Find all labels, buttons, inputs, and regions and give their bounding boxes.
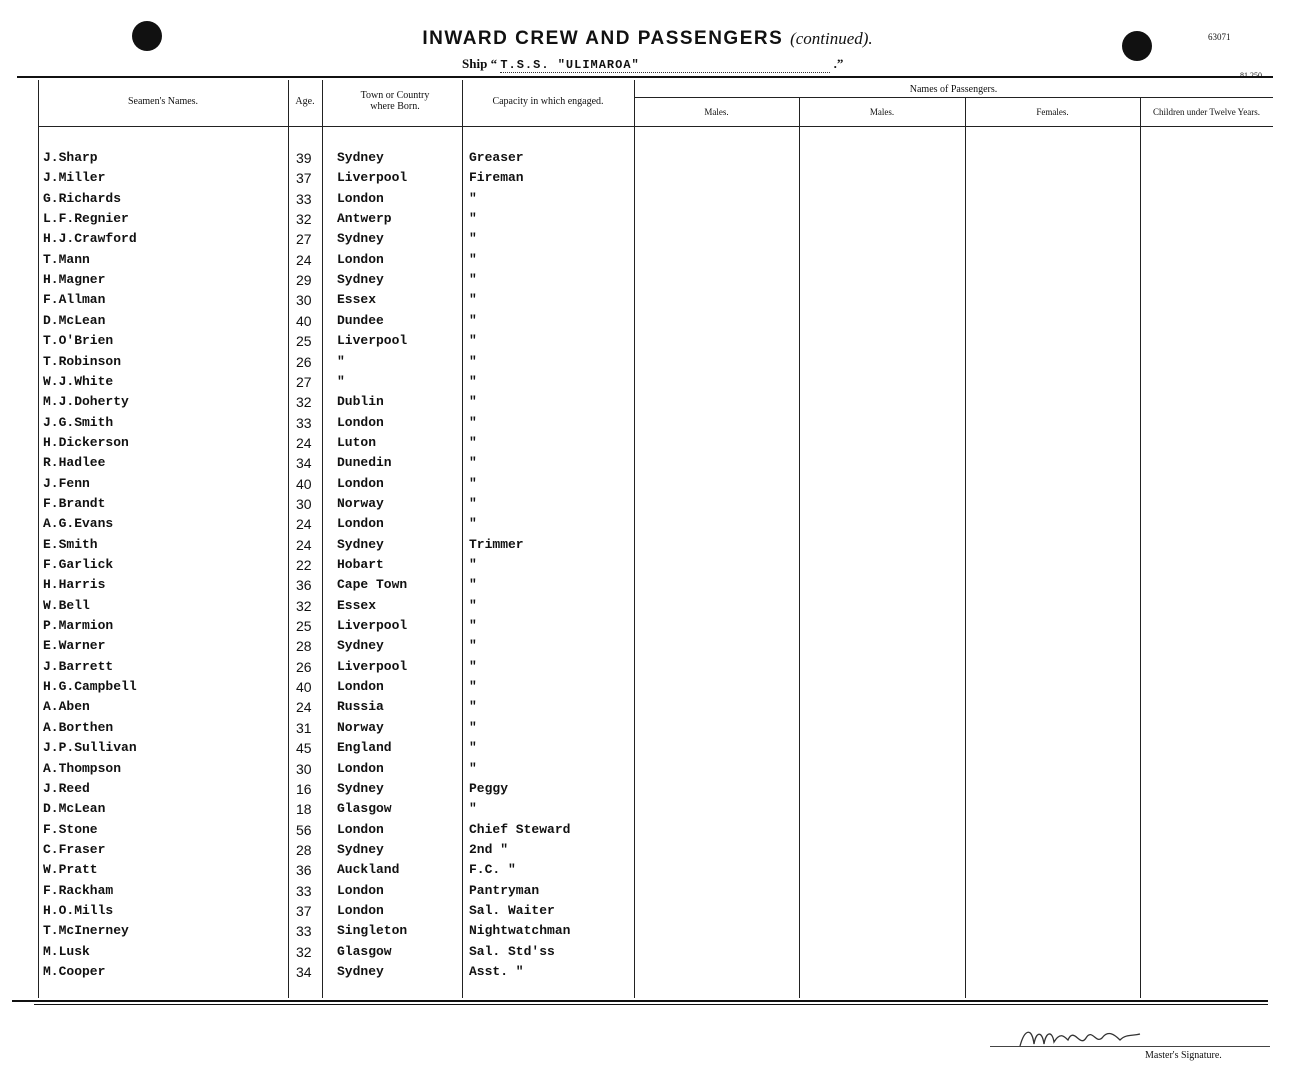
crew-name: D.McLean <box>43 801 106 817</box>
crew-row <box>0 720 1295 740</box>
crew-name: J.Reed <box>43 780 90 796</box>
signature-label: Master's Signature. <box>1145 1050 1222 1061</box>
crew-capacity: " <box>469 312 477 328</box>
crew-capacity: Trimmer <box>469 536 524 552</box>
crew-name: H.G.Campbell <box>43 679 137 695</box>
crew-age: 26 <box>296 658 312 675</box>
crew-town: London <box>337 821 384 837</box>
crew-age: 22 <box>296 557 312 573</box>
crew-name: E.Warner <box>43 638 106 654</box>
crew-capacity: " <box>469 373 477 389</box>
crew-name: A.Borthen <box>43 719 114 735</box>
crew-town: London <box>337 414 384 430</box>
crew-name: M.J.Doherty <box>43 394 129 410</box>
crew-capacity: Greaser <box>469 150 524 165</box>
crew-row <box>0 944 1295 964</box>
crew-row <box>0 252 1295 272</box>
crew-capacity: Fireman <box>469 170 524 186</box>
master-signature-image <box>990 1022 1150 1052</box>
crew-name: H.Magner <box>43 272 106 288</box>
crew-row <box>0 191 1295 211</box>
crew-name: C.Fraser <box>43 841 106 857</box>
crew-capacity: " <box>469 719 477 735</box>
crew-row <box>0 801 1295 821</box>
crew-capacity: Sal. Std'ss <box>469 943 555 959</box>
crew-capacity: Sal. Waiter <box>469 902 555 918</box>
crew-name: T.McInerney <box>43 923 129 939</box>
crew-name: L.F.Regnier <box>43 211 129 227</box>
crew-capacity: " <box>469 801 477 817</box>
crew-age: 26 <box>296 353 312 370</box>
header-names: Seamen's Names. <box>127 96 199 107</box>
crew-age: 56 <box>296 821 312 838</box>
crew-row <box>0 374 1295 394</box>
header-females: Females. <box>1036 107 1069 117</box>
crew-age: 30 <box>296 760 312 777</box>
crew-age: 33 <box>296 414 312 431</box>
crew-capacity: " <box>469 455 477 471</box>
ship-label: Ship <box>462 56 488 71</box>
crew-age: 36 <box>296 577 312 594</box>
crew-age: 45 <box>296 740 312 757</box>
crew-capacity: Peggy <box>469 780 509 796</box>
crew-capacity: " <box>469 740 477 756</box>
crew-name: F.Allman <box>43 292 106 308</box>
crew-name: J.Fenn <box>43 475 90 491</box>
header-bottom-rule <box>38 126 1273 127</box>
ship-open-quote: “ <box>490 56 498 71</box>
crew-age: 25 <box>296 618 312 635</box>
ship-close-quote: .” <box>833 56 844 71</box>
crew-capacity: Nightwatchman <box>469 923 571 939</box>
crew-capacity: " <box>469 577 477 593</box>
crew-age: 24 <box>296 536 312 553</box>
crew-town: Antwerp <box>337 211 392 227</box>
crew-age: 28 <box>296 841 312 858</box>
crew-name: A.Thompson <box>43 760 122 776</box>
crew-row <box>0 903 1295 923</box>
crew-town: London <box>337 679 384 695</box>
crew-row <box>0 699 1295 719</box>
crew-age: 33 <box>296 190 312 207</box>
crew-capacity: " <box>469 638 477 654</box>
crew-town: " <box>337 373 345 389</box>
crew-town: London <box>337 251 384 267</box>
crew-name: A.Aben <box>43 699 90 715</box>
crew-row <box>0 435 1295 455</box>
crew-age: 25 <box>296 333 312 350</box>
crew-capacity: 2nd " <box>469 841 509 857</box>
crew-row <box>0 211 1295 231</box>
crew-age: 29 <box>296 272 312 289</box>
crew-name: H.Dickerson <box>43 434 129 450</box>
crew-row <box>0 598 1295 618</box>
crew-age: 37 <box>296 170 312 187</box>
crew-town: Dundee <box>337 312 384 328</box>
crew-capacity: " <box>469 495 477 511</box>
crew-capacity: Asst. " <box>469 964 524 979</box>
crew-age: 30 <box>296 292 312 309</box>
crew-town: Sydney <box>337 638 384 654</box>
crew-age: 16 <box>296 780 312 797</box>
crew-age: 40 <box>296 475 312 492</box>
crew-town: Essex <box>337 597 377 613</box>
crew-town: Sydney <box>337 150 384 165</box>
crew-capacity: " <box>469 516 477 532</box>
crew-name: P.Marmion <box>43 618 114 634</box>
crew-age: 32 <box>296 211 312 228</box>
crew-name: F.Garlick <box>43 557 114 572</box>
header-passengers: Names of Passengers. <box>909 84 998 95</box>
crew-name: J.P.Sullivan <box>43 740 137 756</box>
crew-name: T.Mann <box>43 251 90 267</box>
crew-row <box>0 354 1295 374</box>
crew-town: Sydney <box>337 231 384 247</box>
crew-age: 33 <box>296 882 312 899</box>
crew-row <box>0 964 1295 984</box>
crew-row <box>0 333 1295 353</box>
crew-town: Liverpool <box>337 170 408 186</box>
crew-capacity: " <box>469 292 477 308</box>
crew-name: A.G.Evans <box>43 516 114 532</box>
crew-capacity: " <box>469 618 477 634</box>
crew-row <box>0 313 1295 333</box>
crew-row <box>0 272 1295 292</box>
crew-row <box>0 761 1295 781</box>
crew-age: 24 <box>296 699 312 716</box>
form-number: 63071 <box>1208 32 1231 42</box>
crew-row <box>0 415 1295 435</box>
crew-town: Liverpool <box>337 658 408 674</box>
crew-row <box>0 292 1295 312</box>
crew-town: Glasgow <box>337 943 392 959</box>
crew-age: 37 <box>296 902 312 919</box>
crew-capacity: " <box>469 211 477 227</box>
crew-name: J.Barrett <box>43 658 114 674</box>
crew-row <box>0 537 1295 557</box>
crew-capacity: F.C. " <box>469 862 516 878</box>
crew-capacity: " <box>469 333 477 349</box>
header-males-1: Males. <box>704 107 729 117</box>
crew-name: F.Stone <box>43 821 98 837</box>
crew-age: 30 <box>296 495 312 512</box>
ship-line <box>462 56 843 73</box>
crew-capacity: Chief Steward <box>469 821 571 837</box>
crew-name: J.Miller <box>43 170 106 186</box>
page-title <box>0 28 1295 50</box>
crew-name: M.Lusk <box>43 943 90 959</box>
signature-line <box>990 1046 1270 1047</box>
crew-name: W.Bell <box>43 597 90 613</box>
crew-row <box>0 781 1295 801</box>
crew-town: London <box>337 760 384 776</box>
crew-row <box>0 740 1295 760</box>
crew-row <box>0 862 1295 882</box>
crew-age: 27 <box>296 231 312 248</box>
crew-age: 32 <box>296 943 312 960</box>
crew-town: England <box>337 740 392 756</box>
crew-row <box>0 883 1295 903</box>
crew-age: 27 <box>296 373 312 390</box>
crew-town: Sydney <box>337 272 384 288</box>
crew-town: Hobart <box>337 557 384 572</box>
crew-row <box>0 476 1295 496</box>
crew-capacity: " <box>469 414 477 430</box>
crew-name: M.Cooper <box>43 964 106 979</box>
crew-capacity: " <box>469 394 477 410</box>
top-rule <box>17 76 1273 78</box>
crew-town: Glasgow <box>337 801 392 817</box>
header-capacity: Capacity in which engaged. <box>492 96 604 107</box>
crew-row <box>0 923 1295 943</box>
crew-town: Sydney <box>337 536 384 552</box>
crew-town: Dunedin <box>337 455 392 471</box>
crew-town: Norway <box>337 495 384 511</box>
crew-name: D.McLean <box>43 312 106 328</box>
crew-town: Russia <box>337 699 384 715</box>
crew-capacity: " <box>469 597 477 613</box>
title-continued: (continued). <box>790 29 873 48</box>
crew-name: H.J.Crawford <box>43 231 137 247</box>
passengers-subheader-rule <box>634 97 1273 98</box>
bottom-rule <box>12 1000 1268 1002</box>
crew-age: 24 <box>296 434 312 451</box>
crew-town: Singleton <box>337 923 408 939</box>
crew-capacity: " <box>469 557 477 572</box>
crew-town: Essex <box>337 292 377 308</box>
crew-row <box>0 455 1295 475</box>
crew-capacity: " <box>469 475 477 491</box>
crew-age: 28 <box>296 638 312 655</box>
header-age: Age. <box>295 96 315 107</box>
crew-town: London <box>337 475 384 491</box>
crew-name: T.O'Brien <box>43 333 114 349</box>
crew-capacity: " <box>469 760 477 776</box>
crew-capacity: " <box>469 679 477 695</box>
ship-name: T.S.S. "ULIMAROA" <box>500 58 640 72</box>
crew-age: 36 <box>296 862 312 879</box>
crew-age: 33 <box>296 923 312 940</box>
crew-row <box>0 231 1295 251</box>
header-children: Children under Twelve Years. <box>1153 107 1260 117</box>
title-main: INWARD CREW AND PASSENGERS <box>422 28 784 49</box>
crew-capacity: " <box>469 231 477 247</box>
crew-town: London <box>337 516 384 532</box>
crew-capacity: " <box>469 353 477 369</box>
crew-row <box>0 557 1295 577</box>
form-code: 81 250 <box>1240 71 1262 80</box>
crew-row <box>0 170 1295 190</box>
crew-name: F.Brandt <box>43 495 106 511</box>
crew-town: Auckland <box>337 862 400 878</box>
crew-age: 32 <box>296 394 312 411</box>
crew-name: W.Pratt <box>43 862 98 878</box>
crew-age: 39 <box>296 150 312 166</box>
crew-town: " <box>337 353 345 369</box>
crew-town: London <box>337 902 384 918</box>
crew-name: J.Sharp <box>43 150 98 165</box>
crew-town: Sydney <box>337 841 384 857</box>
crew-town: Liverpool <box>337 618 408 634</box>
crew-row <box>0 659 1295 679</box>
crew-name: E.Smith <box>43 536 98 552</box>
crew-town: Sydney <box>337 780 384 796</box>
crew-row <box>0 150 1295 170</box>
crew-town: Luton <box>337 434 377 450</box>
crew-capacity: " <box>469 272 477 288</box>
crew-name: H.Harris <box>43 577 106 593</box>
crew-age: 40 <box>296 312 312 329</box>
crew-row <box>0 618 1295 638</box>
crew-town: Dublin <box>337 394 384 410</box>
header-males-2: Males. <box>869 107 895 117</box>
crew-row <box>0 577 1295 597</box>
crew-name: J.G.Smith <box>43 414 114 430</box>
crew-capacity: Pantryman <box>469 882 540 898</box>
bottom-rule-inner <box>34 1004 1268 1005</box>
crew-name: F.Rackham <box>43 882 114 898</box>
crew-town: London <box>337 882 384 898</box>
crew-row <box>0 394 1295 414</box>
crew-age: 31 <box>296 719 312 736</box>
crew-name: W.J.White <box>43 373 114 389</box>
crew-age: 34 <box>296 455 312 472</box>
crew-town: Cape Town <box>337 577 408 593</box>
header-town: Town or Country where Born. <box>360 90 430 112</box>
crew-town: Liverpool <box>337 333 408 349</box>
crew-age: 34 <box>296 964 312 980</box>
crew-age: 24 <box>296 251 312 268</box>
crew-capacity: " <box>469 434 477 450</box>
crew-name: H.O.Mills <box>43 902 114 918</box>
crew-name: R.Hadlee <box>43 455 106 471</box>
crew-town: London <box>337 190 384 206</box>
crew-age: 18 <box>296 801 312 818</box>
crew-age: 32 <box>296 597 312 614</box>
crew-capacity: " <box>469 699 477 715</box>
crew-town: Sydney <box>337 964 384 979</box>
crew-name: G.Richards <box>43 190 122 206</box>
crew-row <box>0 842 1295 862</box>
crew-age: 24 <box>296 516 312 533</box>
crew-row <box>0 496 1295 516</box>
crew-capacity: " <box>469 251 477 267</box>
crew-row <box>0 822 1295 842</box>
crew-row <box>0 679 1295 699</box>
crew-age: 40 <box>296 679 312 696</box>
crew-row <box>0 638 1295 658</box>
crew-name: T.Robinson <box>43 353 122 369</box>
crew-town: Norway <box>337 719 384 735</box>
crew-capacity: " <box>469 658 477 674</box>
crew-row <box>0 516 1295 536</box>
crew-capacity: " <box>469 190 477 206</box>
